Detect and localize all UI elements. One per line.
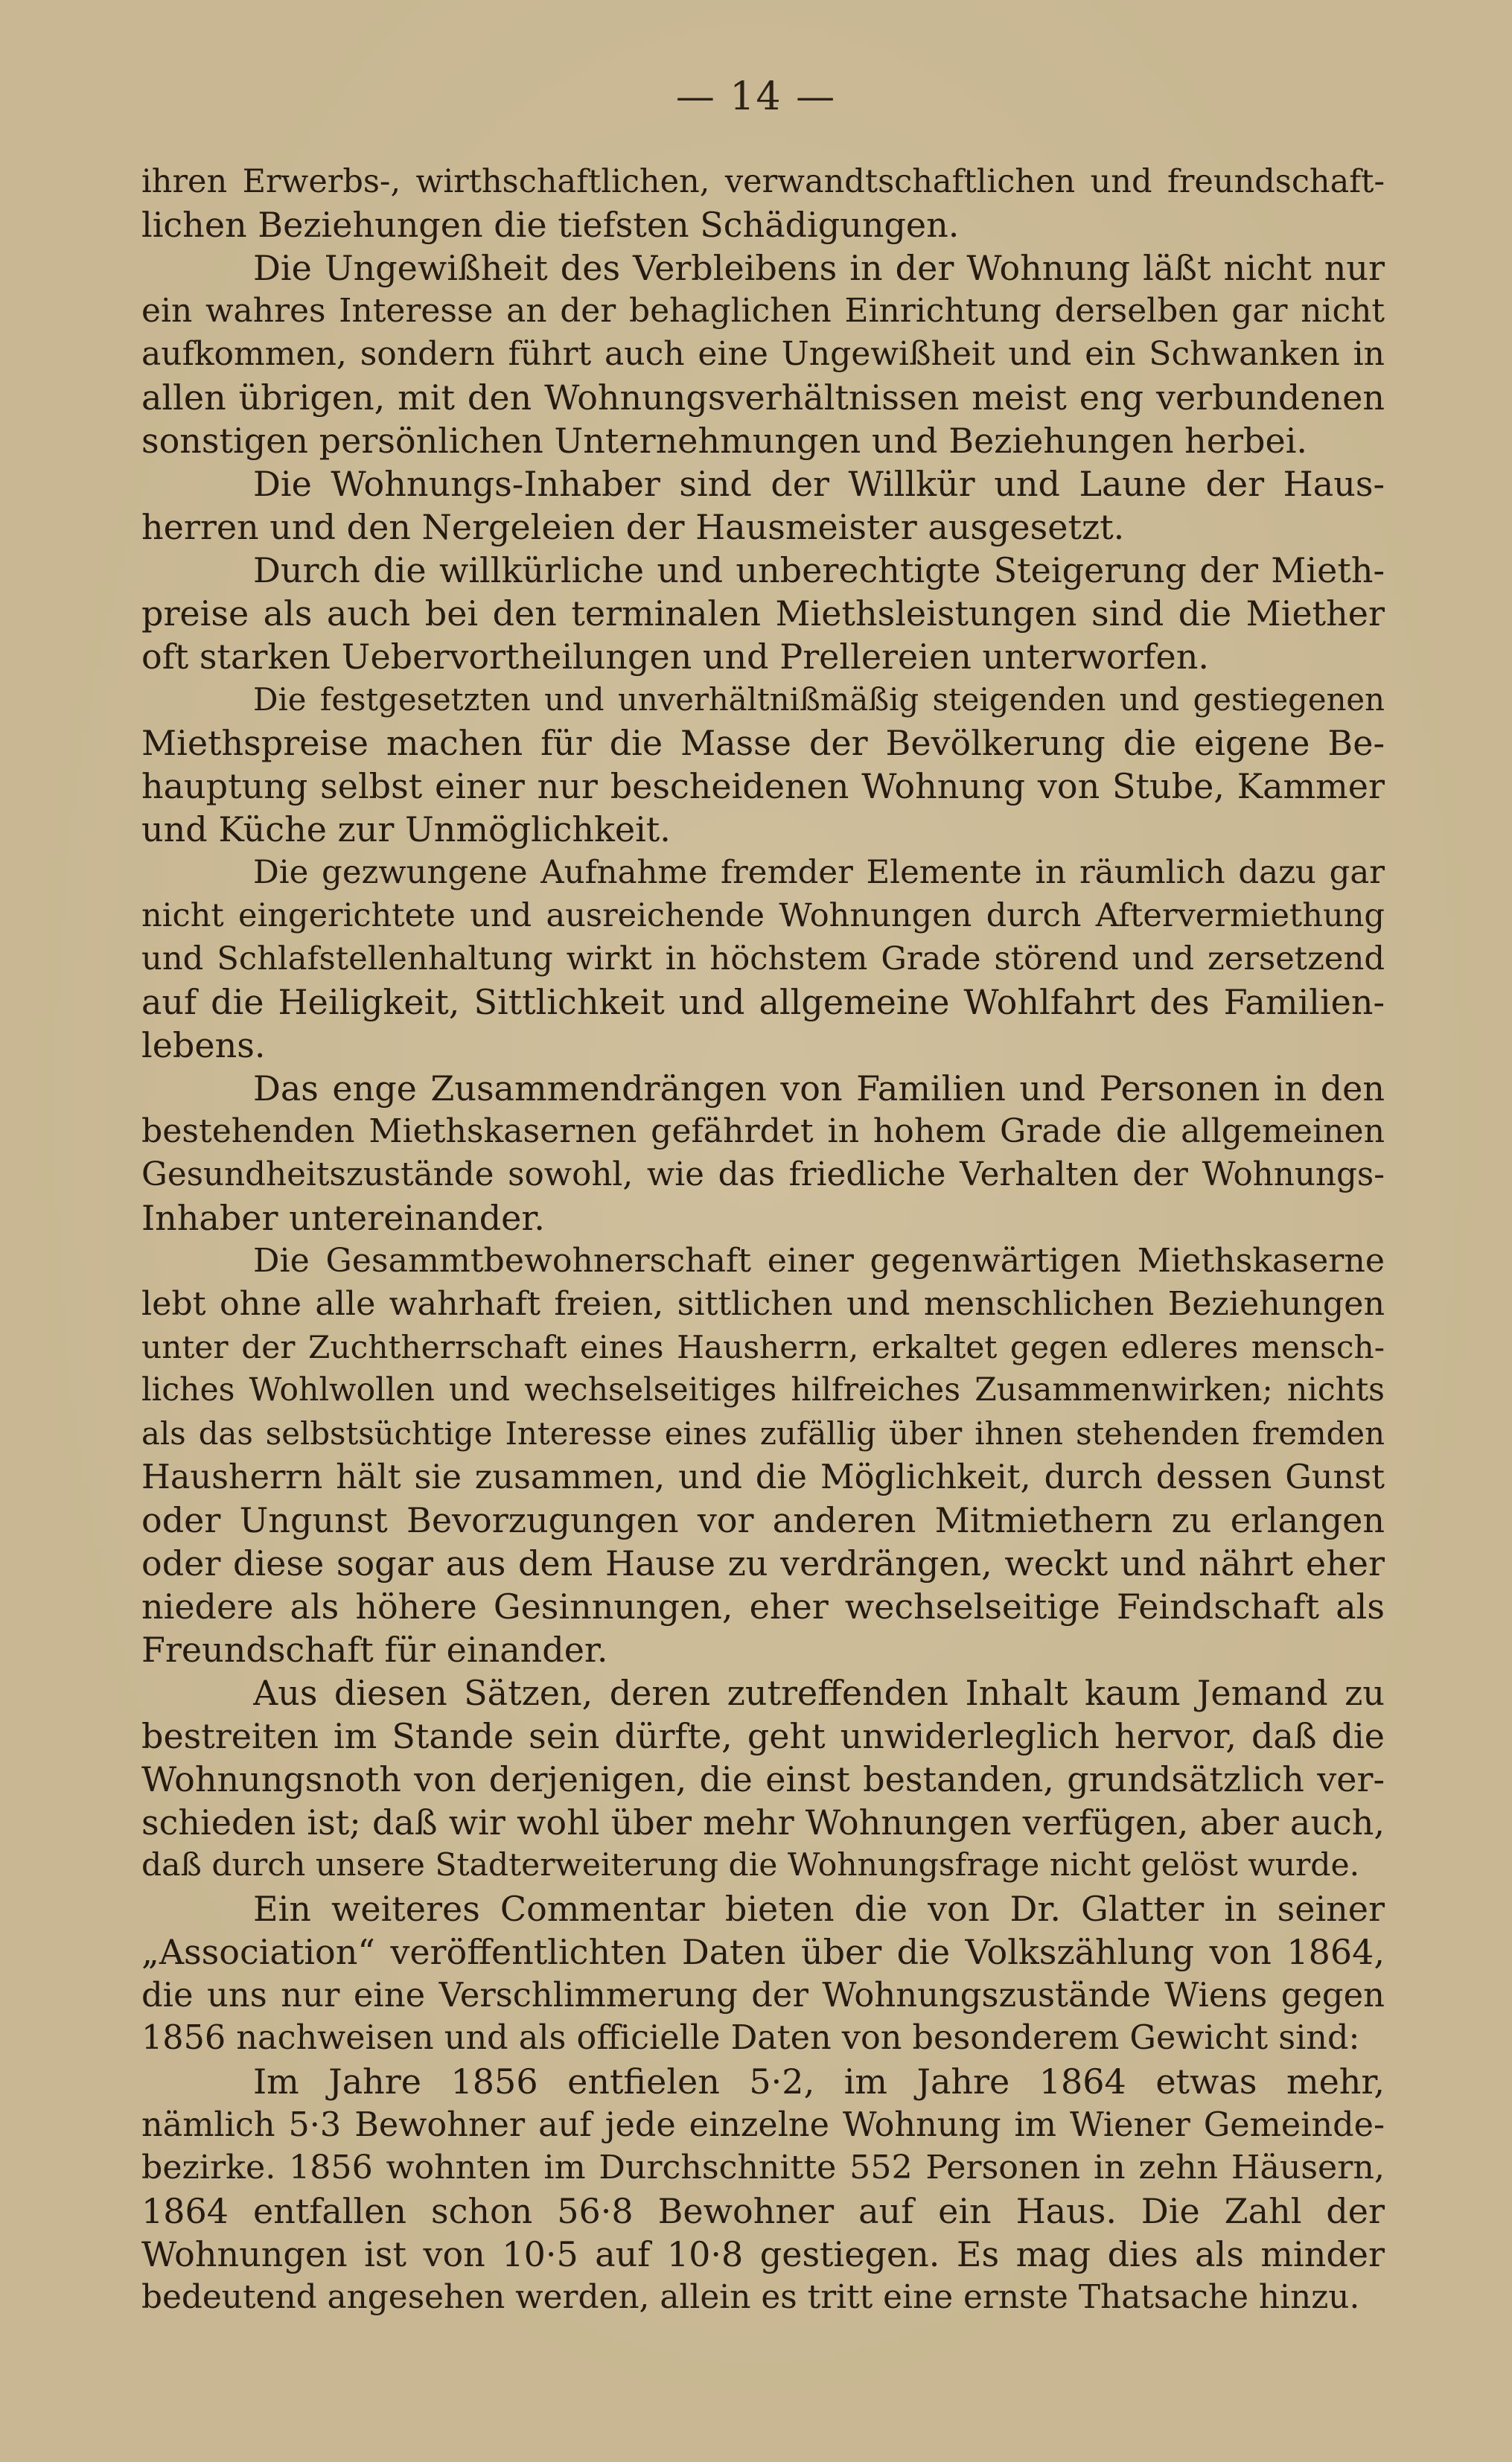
text-line: Gesundheitszustände sowohl, wie das friedliche Verhalten der Wohnungs- (141, 1156, 1385, 1193)
text-line: sonstigen persönlichen Unternehmungen und Beziehungen herbei. (141, 421, 1308, 461)
text-line: Die Gesammtbewohnerschaft einer gegenwärtigen Miethskaserne (253, 1242, 1385, 1280)
text-line: und Schlafstellenhaltung wirkt in höchstem Grade störend und zersetzend (141, 940, 1385, 978)
text-line: lebt ohne alle wahrhaft freien, sittlichen und menschlichen Beziehungen (141, 1285, 1385, 1323)
text-line: die uns nur eine Verschlimmerung der Wohnungszustände Wiens gegen (141, 1975, 1385, 2015)
text-line: unter der Zuchtherrschaft eines Hausherrn, erkaltet gegen edleres mensch- (141, 1329, 1385, 1365)
text-line: Die Ungewißheit des Verbleibens in der Wohnung läßt nicht nur (253, 248, 1385, 288)
text-line: oder diese sogar aus dem Hause zu verdrängen, weckt und nährt eher (141, 1543, 1385, 1584)
text-line: nämlich 5·3 Bewohner auf jede einzelne Wohnung im Wiener Gemeinde- (141, 2105, 1385, 2144)
text-line: herren und den Nergeleien der Hausmeister ausgesetzt. (141, 507, 1125, 547)
text-line: Im Jahre 1856 entfielen 5·2, im Jahre 1864 etwas mehr, (253, 2061, 1385, 2102)
text-line: bestreiten im Stande sein dürfte, geht unwiderleglich hervor, daß die (141, 1716, 1385, 1756)
text-line: 1864 entfallen schon 56·8 Bewohner auf ein Haus. Die Zahl der (141, 2191, 1385, 2231)
text-line: Wohnungsnoth von derjenigen, die einst bestanden, grundsätzlich ver- (141, 1759, 1385, 1799)
text-line: ihren Erwerbs-, wirthschaftlichen, verwandtschaftlichen und freundschaft- (141, 163, 1385, 200)
text-line: Die Wohnungs-Inhaber sind der Willkür und Laune der Haus- (253, 464, 1385, 504)
text-line: Die festgesetzten und unverhältnißmäßig steigenden und gestiegenen (253, 681, 1385, 718)
text-line: lebens. (141, 1025, 266, 1065)
text-line: oder Ungunst Bevorzugungen vor anderen Mitmiethern zu erlangen (141, 1500, 1385, 1540)
text-line: schieden ist; daß wir wohl über mehr Wohnungen verfügen, aber auch, (141, 1802, 1385, 1843)
text-line: lichen Beziehungen die tiefsten Schädigungen. (141, 205, 960, 245)
body-text (141, 160, 1385, 2394)
text-line: bezirke. 1856 wohnten im Durchschnitte 552 Personen in zehn Häusern, (141, 2149, 1385, 2187)
text-line: Hausherrn hält sie zusammen, und die Möglichkeit, durch dessen Gunst (141, 1458, 1385, 1496)
text-line: Durch die willkürliche und unberechtigte Steigerung der Mieth- (253, 550, 1385, 590)
text-line: oft starken Uebervortheilungen und Prellereien unterworfen. (141, 637, 1209, 677)
text-line: Die gezwungene Aufnahme fremder Elemente in räumlich dazu gar (253, 854, 1385, 891)
text-line: und Küche zur Unmöglichkeit. (141, 809, 671, 849)
text-line: Wohnungen ist von 10·5 auf 10·8 gestiegen. Es mag dies als minder (141, 2234, 1385, 2274)
text-line: Das enge Zusammendrängen von Familien und Personen in den (253, 1068, 1385, 1109)
text-line: bestehenden Miethskasernen gefährdet in hohem Grade die allgemeinen (141, 1112, 1385, 1150)
text-line: liches Wohlwollen und wechselseitiges hilfreiches Zusammenwirken; nichts (141, 1372, 1385, 1409)
text-line: aufkommen, sondern führt auch eine Ungewißheit und ein Schwanken in (141, 335, 1385, 373)
text-line: Aus diesen Sätzen, deren zutreffenden Inhalt kaum Jemand zu (253, 1673, 1385, 1713)
text-line: bedeutend angesehen werden, allein es tritt eine ernste Thatsache hinzu. (141, 2278, 1360, 2316)
text-line: niedere als höhere Gesinnungen, eher wechselseitige Feindschaft als (141, 1586, 1385, 1627)
text-line: hauptung selbst einer nur bescheidenen Wohnung von Stube, Kammer (141, 766, 1385, 806)
text-line: als das selbstsüchtige Interesse eines zufällig über ihnen stehenden fremden (141, 1415, 1385, 1452)
text-line: auf die Heiligkeit, Sittlichkeit und allgemeine Wohlfahrt des Familien- (141, 982, 1385, 1022)
text-line: allen übrigen, mit den Wohnungsverhältnissen meist eng verbundenen (141, 377, 1385, 418)
text-line: 1856 nachweisen und als officielle Daten von besonderem Gewicht sind: (141, 2019, 1360, 2057)
text-line: Freundschaft für einander. (141, 1630, 608, 1670)
text-line: preise als auch bei den terminalen Miethsleistungen sind die Miether (141, 593, 1385, 634)
text-line: ein wahres Interesse an der behaglichen Einrichtung derselben gar nicht (141, 292, 1385, 330)
text-line: Miethspreise machen für die Masse der Bevölkerung die eigene Be- (141, 723, 1385, 763)
text-line: daß durch unsere Stadterweiterung die Wohnungsfrage nicht gelöst wurde. (141, 1847, 1360, 1884)
text-line: Inhaber untereinander. (141, 1198, 545, 1238)
page-number: — 14 — (675, 74, 837, 119)
text-line: nicht eingerichtete und ausreichende Wohnungen durch Aftervermiethung (141, 897, 1385, 934)
text-line: Ein weiteres Commentar bieten die von Dr. Glatter in seiner (253, 1889, 1385, 1929)
text-line: „Association“ veröffentlichten Daten über die Volkszählung von 1864, (141, 1932, 1385, 1972)
